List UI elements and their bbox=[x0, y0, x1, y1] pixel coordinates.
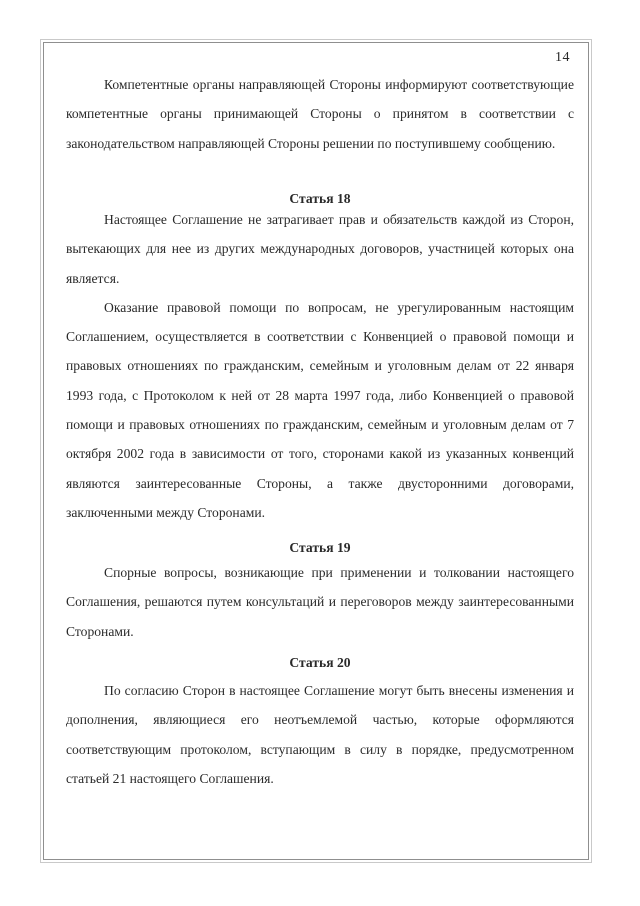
article-19-paragraph-1: Спорные вопросы, возникающие при применении и толковании настоящего Соглашения, решаются путем консультаций и переговоров между заинтересованными Сторонами. bbox=[66, 565, 574, 639]
intro-paragraph: Компетентные органы направляющей Стороны информируют соответствующие компетентные органы принимающей Стороны о принятом в соответствии с законодательством направляющей Стороны решении по поступившему сообщению. bbox=[66, 77, 574, 151]
article-20-body bbox=[66, 676, 574, 793]
page-number: 14 bbox=[555, 50, 570, 65]
article-19-body bbox=[66, 558, 574, 646]
intro-section bbox=[66, 70, 574, 158]
article-20-paragraph-1: По согласию Сторон в настоящее Соглашение могут быть внесены изменения и дополнения, являющиеся его неотъемлемой частью, которые оформляются соответствующим протоколом, вступающим в силу в порядке, предусмотренном статьей 21 настоящего Соглашения. bbox=[66, 683, 574, 786]
article-18-heading: Статья 18 bbox=[289, 191, 351, 206]
article-18-paragraph-1: Настоящее Соглашение не затрагивает прав и обязательств каждой из Сторон, вытекающих для нее из других международных договоров, участницей которых она является. bbox=[66, 212, 574, 286]
article-19-heading: Статья 19 bbox=[289, 540, 351, 555]
article-20-heading: Статья 20 bbox=[289, 655, 351, 670]
article-18-body bbox=[66, 205, 574, 527]
article-18-paragraph-2: Оказание правовой помощи по вопросам, не урегулированным настоящим Соглашением, осуществляется в соответствии с Конвенцией о правовой помощи и правовых отношениях по гражданским, семейным и уголовным делам от 22 января 1993 года, с Протоколом к ней от 28 марта 1997 года, либо Конвенцией о правовой помощи и правовых отношениях по гражданским, семейным и уголовным делам от 7 октября 2002 года в зависимости от того, сторонами какой из указанных конвенций являются заинтересованные Стороны, а также двусторонними договорами, заключенными между Сторонами. bbox=[66, 299, 574, 520]
